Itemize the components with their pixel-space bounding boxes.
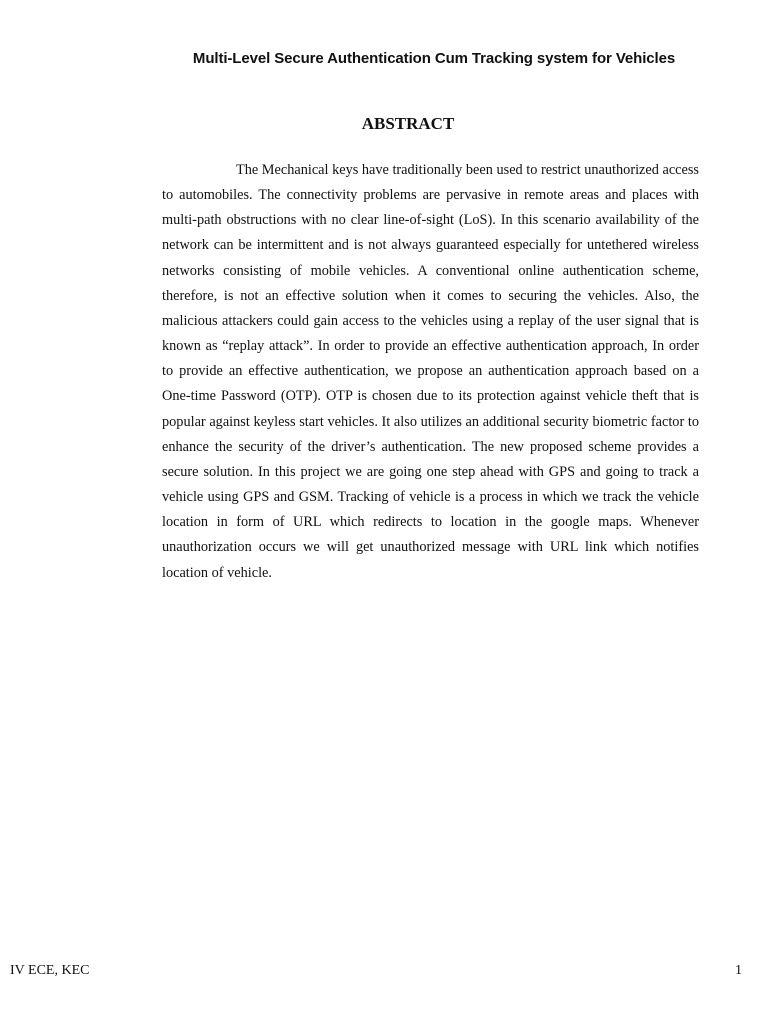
running-header-title: Multi-Level Secure Authentication Cum Tracking system for Vehicles (192, 50, 676, 67)
footer-department: IV ECE, KEC (10, 963, 90, 978)
footer-page-number: 1 (735, 963, 742, 978)
abstract-paragraph: The Mechanical keys have traditionally been used to restrict unauthorized access to automobiles. The connectivity problems are pervasive in remote areas and places with multi-path obstructions with no clear line-of-sight (LoS). In this scenario availability of the network can be intermittent and is not always guaranteed especially for untethered wireless networks consisting of mobile vehicles. A conventional online authentication scheme, therefore, is not an effective solution when it comes to securing the vehicles. Also, the malicious attackers could gain access to the vehicles using a replay of the user signal that is known as “replay attack”. In order to provide an effective authentication approach, In order to provide an effective authentication, we propose an authentication approach based on a One-time Password (OTP). OTP is chosen due to its protection against vehicle theft that is popular against keyless start vehicles. It also utilizes an additional security biometric factor to enhance the security of the driver’s authentication. The new proposed scheme provides a secure solution. In this project we are going one step ahead with GPS and going to track a vehicle using GPS and GSM. Tracking of vehicle is a process in which we track the vehicle location in form of URL which redirects to location in the google maps. Whenever unauthorization occurs we will get unauthorized message with URL link which notifies location of vehicle. (162, 162, 699, 581)
abstract-heading: ABSTRACT (361, 114, 455, 133)
